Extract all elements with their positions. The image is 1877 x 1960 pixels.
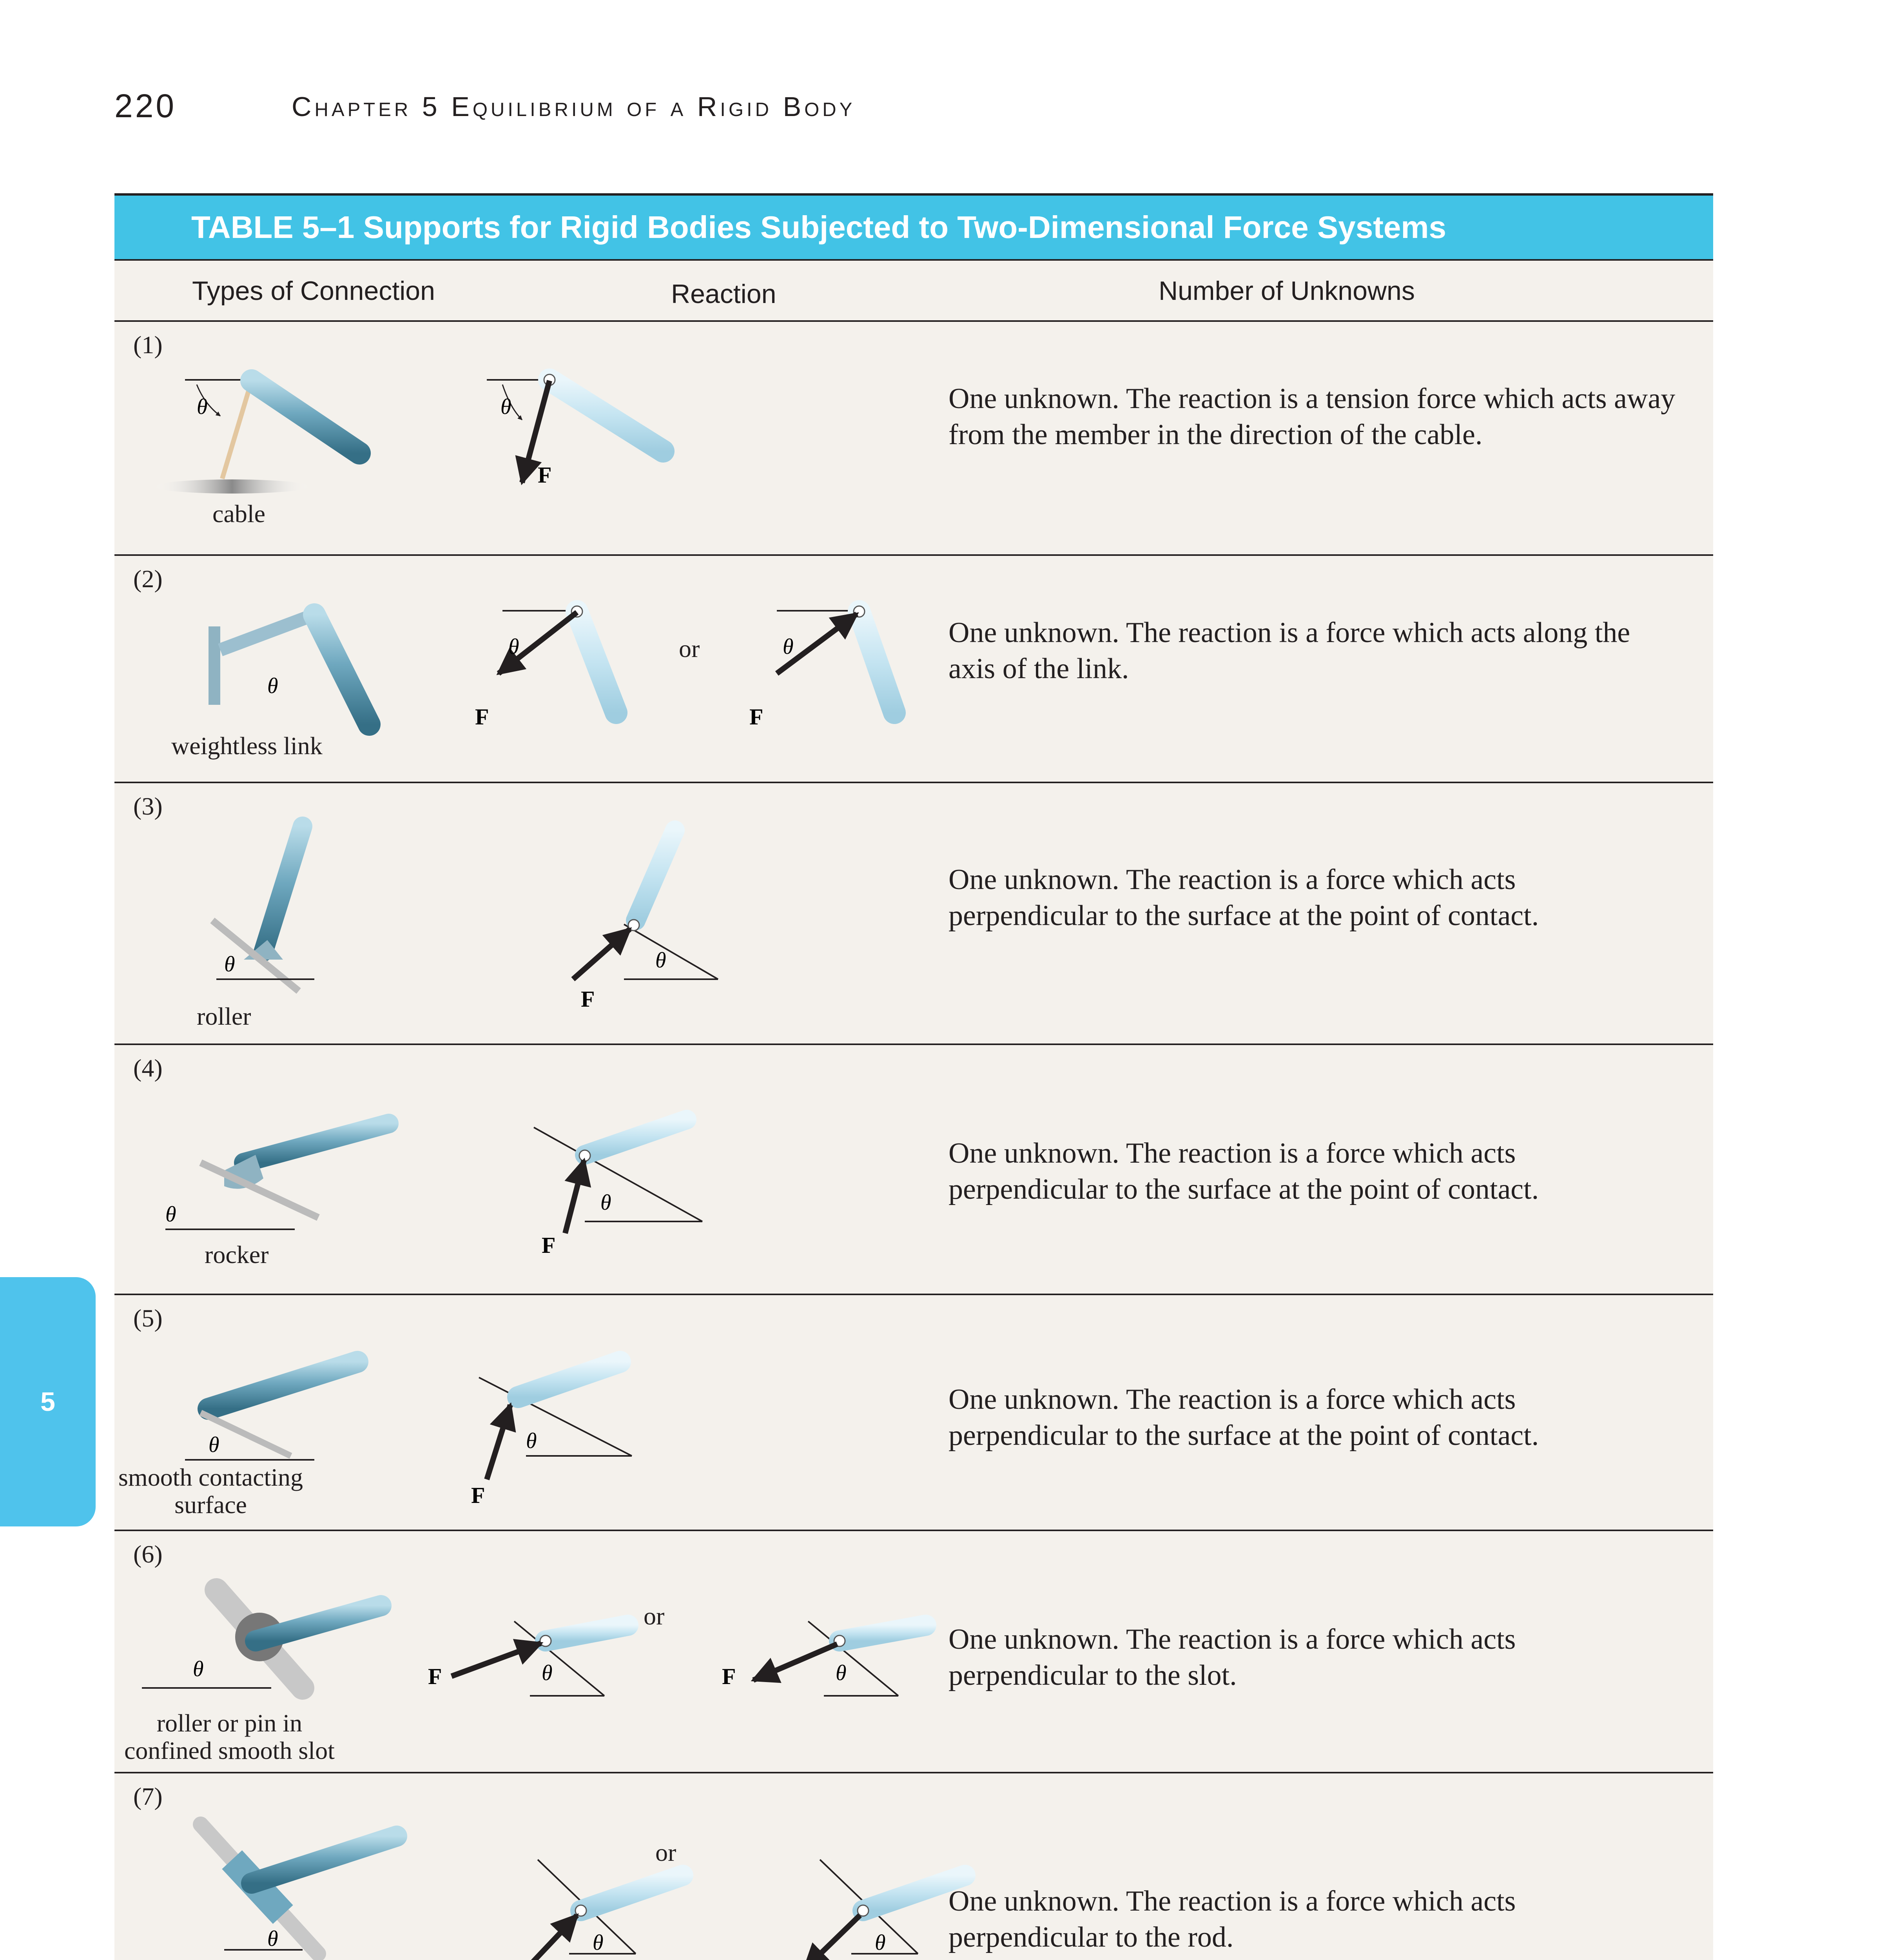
- theta-label: θ: [197, 395, 208, 419]
- theta-label: θ: [526, 1429, 537, 1453]
- member: [518, 1362, 620, 1397]
- link-support-figure: [146, 579, 499, 744]
- collar-reaction-figure-a: [436, 1813, 710, 1960]
- row-number: (6): [133, 1540, 163, 1568]
- force-label: F: [542, 1232, 556, 1258]
- smooth-surface-support-figure: [146, 1319, 459, 1468]
- smooth-surface-reaction-figure: [463, 1327, 777, 1508]
- force-arrow: [452, 1643, 541, 1676]
- theta-label: θ: [508, 635, 519, 659]
- member: [546, 1625, 628, 1641]
- member: [263, 826, 303, 952]
- member: [585, 1120, 687, 1155]
- force-arrow: [487, 1405, 510, 1479]
- force-label: F: [428, 1664, 442, 1689]
- or-label: or: [679, 635, 700, 662]
- member: [549, 380, 663, 451]
- or-label: or: [644, 1602, 665, 1630]
- pin-icon: [575, 1905, 586, 1916]
- member: [244, 1123, 389, 1163]
- theta-label: θ: [267, 674, 278, 698]
- table-row: [114, 1773, 1713, 1960]
- pin-icon: [540, 1635, 551, 1646]
- row-description: One unknown. The reaction is a force which acts perpendicular to the surface at the point of contact.: [948, 1383, 1539, 1452]
- theta-label: θ: [836, 1661, 847, 1685]
- or-label: or: [655, 1838, 676, 1866]
- row-description: One unknown. The reaction is a force which acts perpendicular to the rod.: [948, 1885, 1516, 1953]
- force-label: F: [749, 704, 763, 730]
- theta-label: θ: [655, 948, 666, 973]
- theta-label: θ: [875, 1931, 886, 1955]
- row-number: (3): [133, 792, 163, 820]
- theta-label: θ: [783, 635, 794, 659]
- caption-line: smooth contacting: [118, 1463, 303, 1491]
- cable-support-figure: [138, 357, 491, 553]
- roller-reaction-figure: [467, 822, 742, 1026]
- row-caption: weightless link: [171, 732, 323, 760]
- member: [636, 830, 675, 920]
- table-row: [114, 1531, 1713, 1773]
- row-description: One unknown. The reaction is a force which acts perpendicular to the slot.: [948, 1623, 1516, 1691]
- row-number: (7): [133, 1782, 163, 1810]
- col-header-unknowns: Number of Unknowns: [1159, 276, 1415, 306]
- ground-surface: [154, 479, 310, 494]
- rocker-reaction-figure: [522, 1076, 836, 1258]
- page-number: 220: [114, 87, 177, 124]
- table-row: [114, 1295, 1713, 1531]
- force-label: F: [581, 986, 595, 1012]
- row-description: One unknown. The reaction is a force which acts perpendicular to the surface at the point of contact.: [948, 864, 1539, 932]
- row-description: One unknown. The reaction is a force which acts perpendicular to the surface at the point of contact.: [948, 1137, 1539, 1205]
- rocker-support-figure: [154, 1076, 467, 1233]
- row-caption: cable: [212, 500, 265, 528]
- table-row: [114, 1045, 1713, 1295]
- force-label: F: [471, 1483, 485, 1508]
- row-number: (5): [133, 1304, 163, 1332]
- table-row: [114, 556, 1713, 783]
- theta-label: θ: [267, 1927, 278, 1951]
- row-description: One unknown. The reaction is a tension force which acts away from the member in the direction of the cable.: [948, 383, 1676, 451]
- member: [252, 1836, 397, 1883]
- member: [209, 1362, 357, 1409]
- caption-line: surface: [174, 1491, 247, 1519]
- member: [577, 612, 616, 713]
- force-arrow: [522, 1915, 577, 1960]
- col-header-reaction: Reaction: [671, 279, 776, 309]
- chapter-tab-label: 5: [40, 1387, 55, 1417]
- force-arrow: [573, 929, 630, 979]
- row-number: (2): [133, 565, 163, 593]
- pin-icon: [628, 920, 639, 931]
- running-head: Chapter 5 Equilibrium of a Rigid Body: [292, 91, 856, 122]
- force-arrow: [565, 1160, 584, 1233]
- slot-reaction-figure-a: [389, 1566, 663, 1715]
- row-caption: [118, 1464, 303, 1519]
- member: [859, 612, 894, 713]
- member: [252, 381, 359, 453]
- cable: [222, 381, 252, 479]
- supports-table: [114, 193, 1713, 1960]
- row-number: (4): [133, 1054, 163, 1082]
- member: [581, 1875, 683, 1911]
- theta-label: θ: [600, 1191, 611, 1215]
- row-caption: rocker: [205, 1241, 269, 1269]
- theta-label: θ: [501, 395, 511, 419]
- pin-icon: [858, 1905, 869, 1916]
- link: [220, 615, 314, 650]
- force-label: F: [538, 462, 552, 488]
- force-label: F: [475, 704, 489, 730]
- theta-label: θ: [593, 1931, 604, 1955]
- member: [840, 1625, 926, 1641]
- wall-bracket: [209, 626, 220, 705]
- caption-line: roller or pin in: [156, 1709, 303, 1737]
- caption-line: confined smooth slot: [124, 1737, 335, 1764]
- row-caption: [124, 1710, 335, 1764]
- cable-reaction-figure: [479, 357, 793, 514]
- theta-label: θ: [209, 1433, 219, 1457]
- member: [314, 615, 369, 724]
- pin-icon: [579, 1150, 590, 1161]
- table-row: [114, 322, 1713, 556]
- theta-label: θ: [224, 952, 235, 976]
- link-reaction-figure-a: [475, 595, 753, 764]
- column-headers: [114, 259, 1713, 322]
- row-caption: roller: [197, 1002, 251, 1030]
- roller-support-figure: [173, 811, 428, 1014]
- reference-line: [624, 924, 718, 979]
- slot-reaction-figure-b: [683, 1566, 957, 1715]
- theta-label: θ: [542, 1661, 553, 1685]
- table-row: [114, 783, 1713, 1045]
- force-label: F: [722, 1664, 736, 1689]
- col-header-connection: Types of Connection: [192, 276, 435, 306]
- row-number: (1): [133, 331, 163, 359]
- theta-label: θ: [193, 1657, 204, 1681]
- table-title: TABLE 5–1 Supports for Rigid Bodies Subjected to Two-Dimensional Force Systems: [114, 193, 1713, 259]
- row-description: One unknown. The reaction is a force which acts along the axis of the link.: [948, 617, 1630, 685]
- chapter-tab[interactable]: [0, 1277, 96, 1526]
- force-arrow: [753, 1644, 837, 1680]
- theta-label: θ: [165, 1202, 176, 1227]
